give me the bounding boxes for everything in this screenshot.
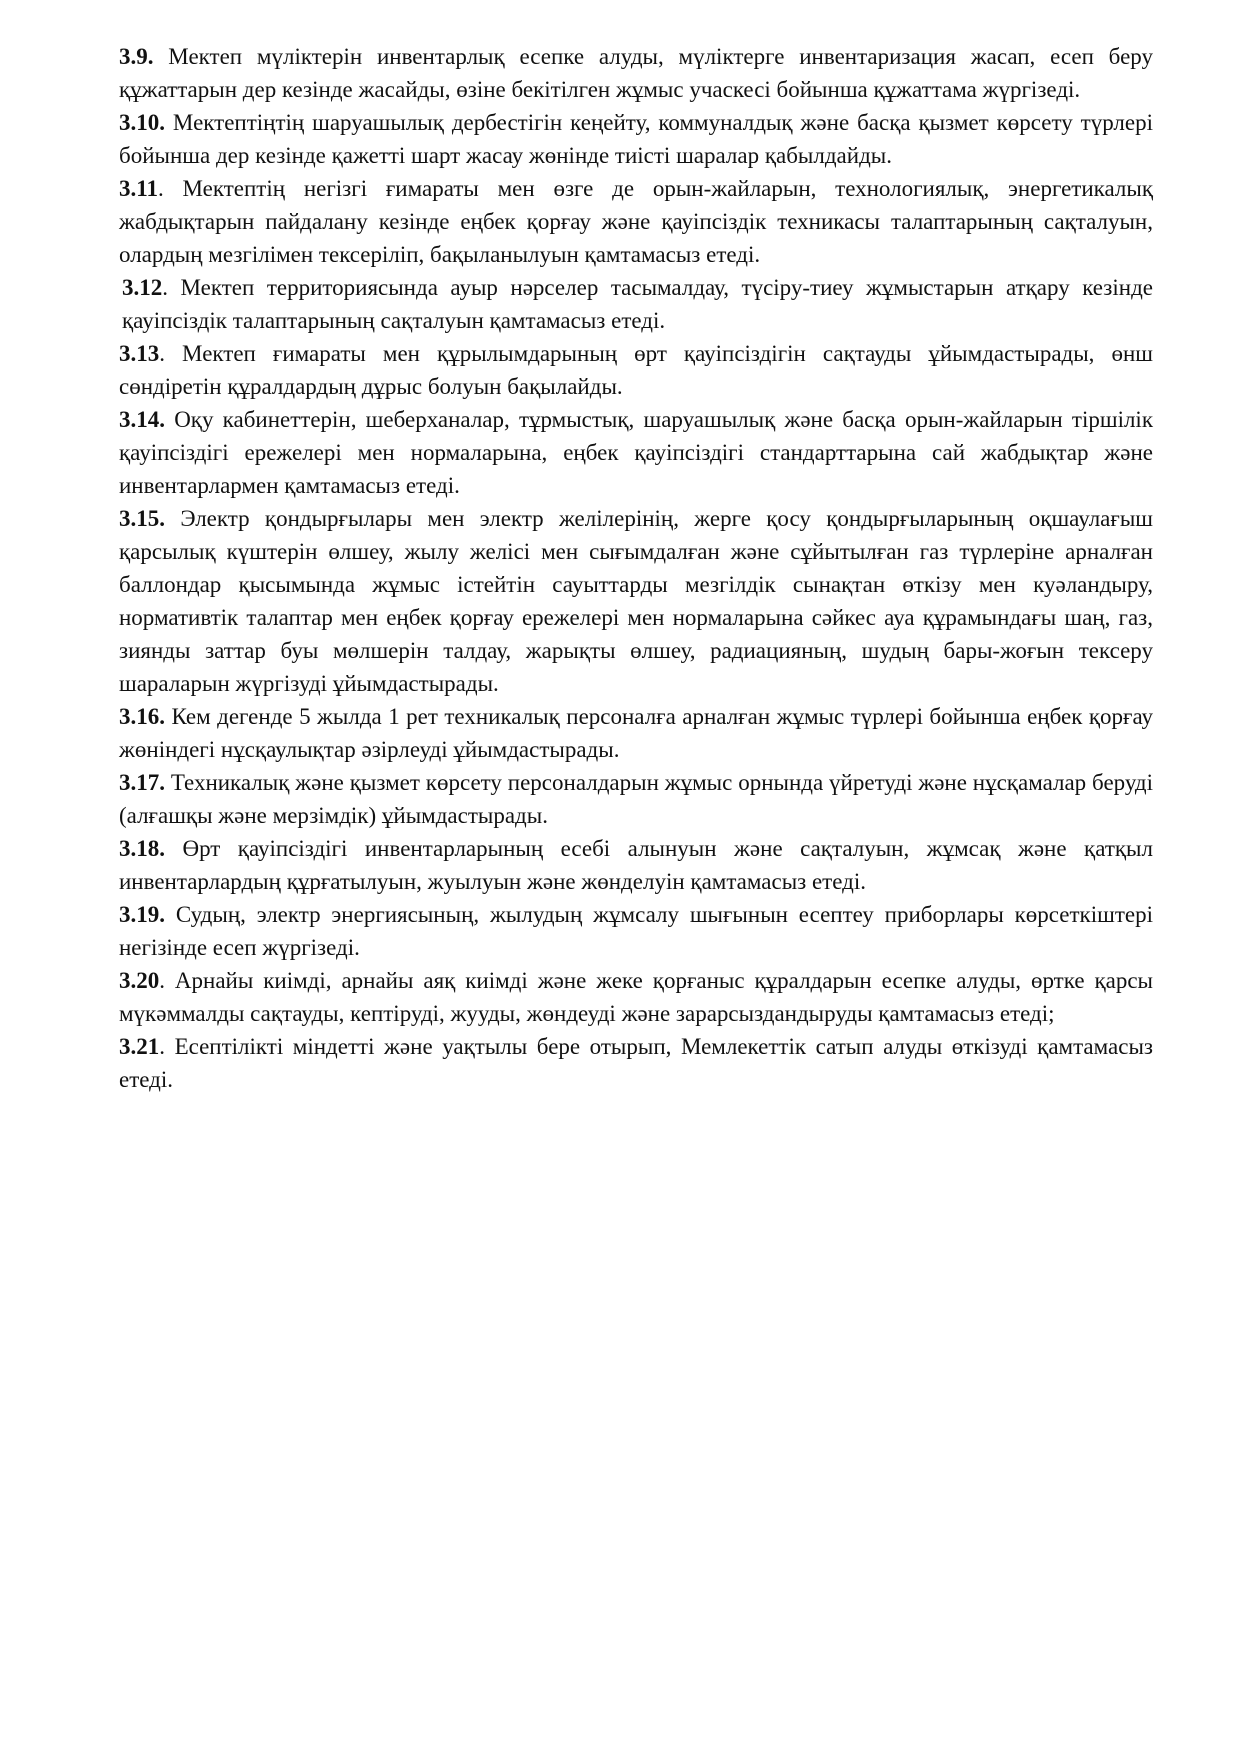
paragraph-number: 3.15. (119, 506, 165, 531)
paragraph-number: 3.18. (119, 836, 165, 861)
paragraph-text: Техникалық және қызмет көрсету персоналдарын жұмыс орнында үйретуді және нұсқамалар беруді (алғашқы және мерзімдік) ұйымдастырады. (119, 770, 1153, 828)
paragraph-number: 3.11 (119, 176, 158, 201)
paragraph-number: 3.13 (119, 341, 160, 366)
paragraph-number: 3.14. (119, 407, 165, 432)
paragraph-3-11 (119, 172, 1153, 271)
paragraph-text: Кем дегенде 5 жылда 1 рет техникалық персоналға арналған жұмыс түрлері бойынша еңбек қорғау жөніндегі нұсқаулықтар әзірлеуді ұйымдастырады. (119, 704, 1153, 762)
paragraph-text: . Мектеп территориясында ауыр нәрселер тасымалдау, түсіру-тиеу жұмыстарын атқару кезінде қауіпсіздік талаптарының сақталуын қамтамасыз етеді. (122, 275, 1153, 333)
paragraph-text: Электр қондырғылары мен электр желілерінің, жерге қосу қондырғыларының оқшаулағыш қарсылық күштерін өлшеу, жылу желісі мен сығымдалған және сұйытылған газ түрлеріне арналған баллондар қысымында жұмыс істейтін сауыттарды мезгілдік сынақтан өткізу мен куәландыру, нормативтік талаптар мен еңбек қорғау ережелері мен нормаларына сәйкес ауа құрамындағы шаң, газ, зиянды заттар буы мөлшерін талдау, жарықты өлшеу, радиацияның, шудың бары-жоғын тексеру шараларын жүргізуді ұйымдастырады. (119, 506, 1153, 696)
paragraph-text: Өрт қауіпсіздігі инвентарларының есебі алынуын және сақталуын, жұмсақ және қатқыл инвентарлардың құрғатылуын, жуылуын және жөнделуін қамтамасыз етеді. (119, 836, 1153, 894)
paragraph-text: . Мектеп ғимараты мен құрылымдарының өрт қауіпсіздігін сақтауды ұйымдастырады, өнш сөндіретін құралдардың дұрыс болуын бақылайды. (119, 341, 1153, 399)
paragraph-text: Мектептіңтің шаруашылық дербестігін кеңейту, коммуналдық және басқа қызмет көрсету түрлері бойынша дер кезінде қажетті шарт жасау жөнінде тиісті шаралар қабылдайды. (119, 110, 1153, 168)
paragraph-3-15 (119, 502, 1153, 700)
paragraph-number: 3.16. (119, 704, 165, 729)
paragraph-3-12 (119, 271, 1153, 337)
paragraph-text: Оқу кабинеттерін, шеберханалар, тұрмыстық, шаруашылық және басқа орын-жайларын тіршілік қауіпсіздігі ережелері мен нормаларына, еңбек қауіпсіздігі стандарттарына сай жабдықтар және инвентарлармен қамтамасыз етеді. (119, 407, 1153, 498)
paragraph-text: Мектеп мүліктерін инвентарлық есепке алуды, мүліктерге инвентаризация жасап, есеп беру құжаттарын дер кезінде жасайды, өзіне бекітілген жұмыс учаскесі бойынша құжаттама жүргізеді. (119, 44, 1153, 102)
document-page (119, 40, 1153, 1096)
paragraph-number: 3.12 (122, 275, 163, 300)
paragraph-3-18 (119, 832, 1153, 898)
paragraph-3-17 (119, 766, 1153, 832)
paragraph-number: 3.21 (119, 1034, 160, 1059)
paragraph-number: 3.10. (119, 110, 165, 135)
paragraph-number: 3.17. (119, 770, 165, 795)
paragraph-3-21 (119, 1030, 1153, 1096)
paragraph-number: 3.19. (119, 902, 165, 927)
paragraph-3-10 (119, 106, 1153, 172)
paragraph-number: 3.20 (119, 968, 160, 993)
paragraph-text: . Арнайы киімді, арнайы аяқ киімді және жеке қорғаныс құралдарын есепке алуды, өртке қарсы мүкәммалды сақтауды, кептіруді, жууды, жөндеуді және зарарсыздандыруды қамтамасыз етеді; (119, 968, 1153, 1026)
paragraph-3-9 (119, 40, 1153, 106)
paragraph-3-13 (119, 337, 1153, 403)
paragraph-number: 3.9. (119, 44, 154, 69)
paragraph-text: . Есептілікті міндетті және уақтылы бере отырып, Мемлекеттік сатып алуды өткізуді қамтамасыз етеді. (119, 1034, 1153, 1092)
paragraph-3-20 (119, 964, 1153, 1030)
paragraph-3-19 (119, 898, 1153, 964)
paragraph-3-16 (119, 700, 1153, 766)
paragraph-text: Судың, электр энергиясының, жылудың жұмсалу шығынын есептеу приборлары көрсеткіштері негізінде есеп жүргізеді. (119, 902, 1153, 960)
paragraph-text: . Мектептің негізгі ғимараты мен өзге де орын-жайларын, технологиялық, энергетикалық жабдықтарын пайдалану кезінде еңбек қорғау және қауіпсіздік техникасы талаптарының сақталуын, олардың мезгілімен тексеріліп, бақыланылуын қамтамасыз етеді. (119, 176, 1153, 267)
paragraph-3-14 (119, 403, 1153, 502)
